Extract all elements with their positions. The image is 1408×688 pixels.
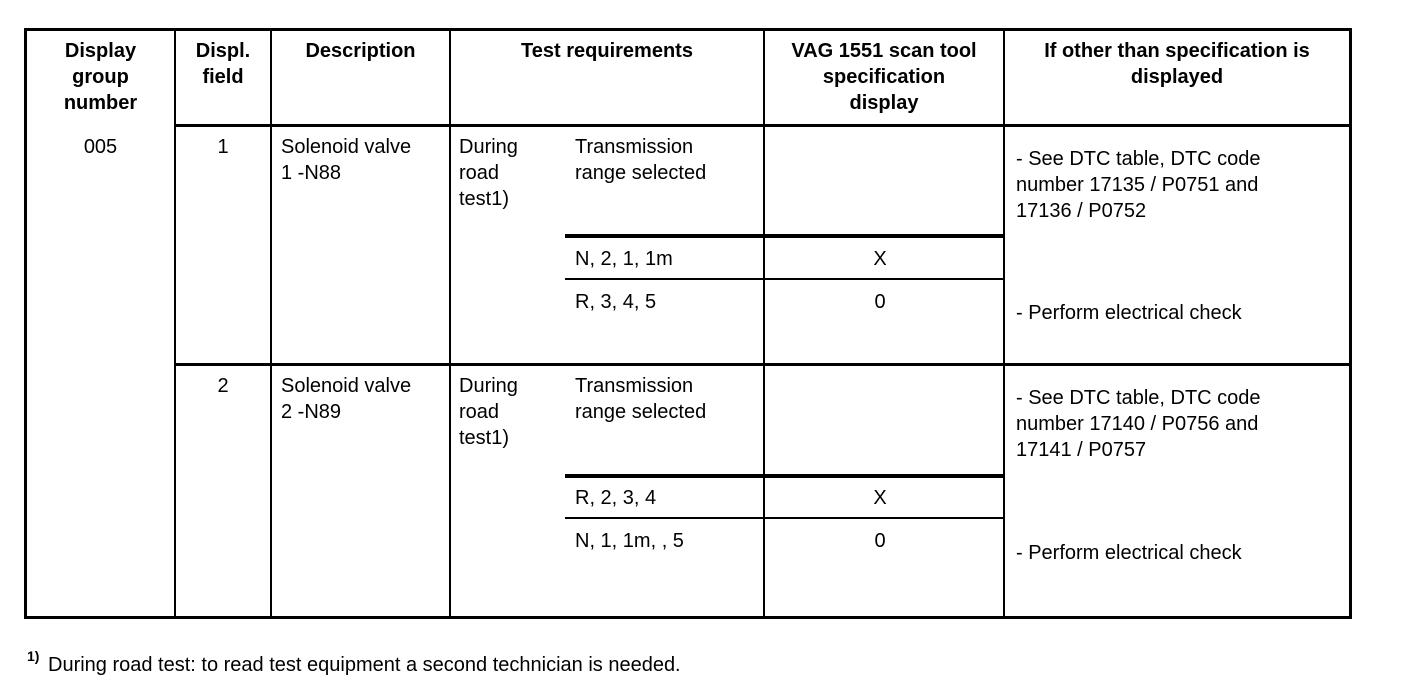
row-description: Solenoid valve — [281, 375, 412, 397]
row-divider — [174, 363, 1352, 366]
col-divider — [449, 28, 451, 619]
row-action-dtc: 17136 / P0752 — [1016, 200, 1147, 222]
row-range-label: range selected — [575, 162, 707, 184]
row-action-dtc: 17141 / P0757 — [1016, 439, 1147, 461]
subrow-divider — [565, 517, 1005, 519]
row-field: 1 — [217, 136, 229, 158]
row-action-dtc: number 17140 / P0756 and — [1016, 413, 1259, 435]
row-action-dtc: - See DTC table, DTC code — [1016, 387, 1261, 409]
sub-spec: 0 — [874, 291, 886, 313]
footnote-text: During road test: to read test equipment a second technician is needed. — [48, 654, 681, 676]
footnote-marker: 1) — [27, 648, 40, 664]
sub-range: N, 2, 1, 1m — [575, 248, 673, 270]
col-divider — [270, 28, 272, 619]
row-action-check: - Perform electrical check — [1016, 302, 1242, 324]
header-description: Description — [305, 40, 416, 62]
subrow-divider — [565, 278, 1005, 280]
row-condition: test1) — [459, 188, 510, 210]
sub-range: N, 1, 1m, , 5 — [575, 530, 684, 552]
sub-spec: 0 — [874, 530, 886, 552]
sub-spec: X — [873, 487, 887, 509]
row-description: 1 -N88 — [281, 162, 342, 184]
row-description: Solenoid valve — [281, 136, 412, 158]
group-number: 005 — [83, 136, 118, 158]
row-range-label: Transmission — [575, 375, 694, 397]
sub-range: R, 3, 4, 5 — [575, 291, 657, 313]
sub-spec: X — [873, 248, 887, 270]
table-border-right — [1349, 28, 1352, 619]
row-action-check: - Perform electrical check — [1016, 542, 1242, 564]
row-condition: test1) — [459, 427, 510, 449]
row-action-dtc: number 17135 / P0751 and — [1016, 174, 1259, 196]
header-divider — [174, 124, 1352, 127]
row-condition: During — [459, 136, 518, 158]
row-condition: During — [459, 375, 518, 397]
table-border-bottom — [24, 616, 1352, 619]
row-condition: road — [459, 401, 500, 423]
col-divider — [174, 28, 176, 619]
row-range-label: Transmission — [575, 136, 694, 158]
table-border-left — [24, 28, 27, 619]
row-field: 2 — [217, 375, 229, 397]
row-condition: road — [459, 162, 500, 184]
header-test-requirements: Test requirements — [521, 40, 693, 62]
subrow-divider — [565, 234, 1005, 238]
sub-range: R, 2, 3, 4 — [575, 487, 657, 509]
col-divider — [1003, 28, 1005, 619]
row-range-label: range selected — [575, 401, 707, 423]
table-border-top — [24, 28, 1352, 31]
row-action-dtc: - See DTC table, DTC code — [1016, 148, 1261, 170]
row-description: 2 -N89 — [281, 401, 342, 423]
subrow-divider — [565, 474, 1005, 478]
